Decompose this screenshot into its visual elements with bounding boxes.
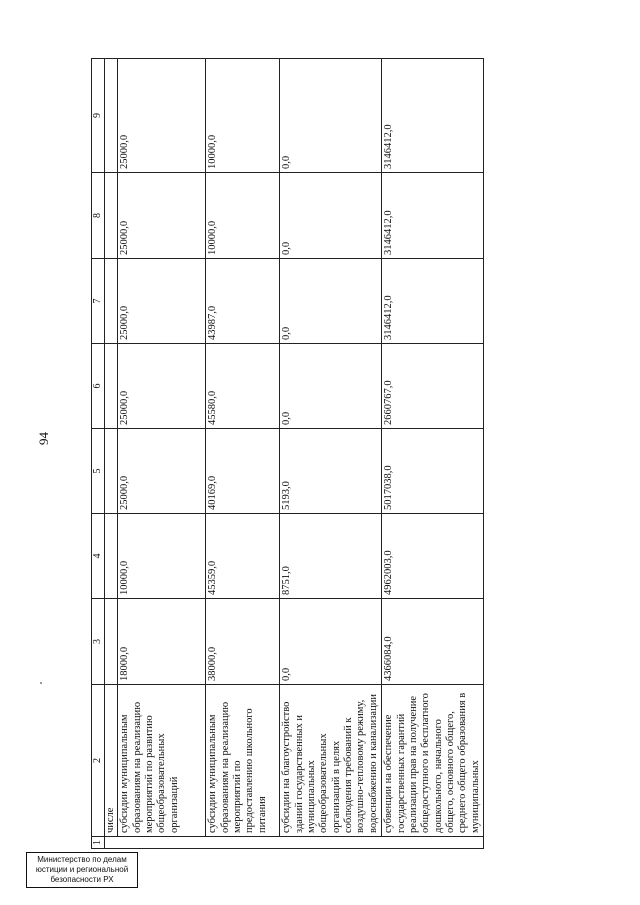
cell-value: 18000,0 bbox=[118, 599, 206, 685]
cell-value: 0,0 bbox=[280, 59, 382, 173]
table-row bbox=[118, 59, 206, 849]
header-col-5: 5 bbox=[92, 429, 105, 514]
cell-value: 0,0 bbox=[280, 173, 382, 259]
continuation-text: числе bbox=[104, 685, 117, 837]
row-label: субсидии на благоустройство зданий государственных и муниципальных общеобразовательных организаций в целях соблюдения требований к воздушно-тепловому режиму, водоснабжению и канализации bbox=[280, 685, 382, 837]
header-row bbox=[92, 59, 105, 849]
cell-value: 43987,0 bbox=[206, 259, 280, 344]
cell-value: 40169,0 bbox=[206, 429, 280, 514]
header-col-6: 6 bbox=[92, 344, 105, 429]
ministry-stamp bbox=[26, 852, 138, 888]
row-label: субвенции на обеспечение государственных гарантий реализации прав на получение общедоступного и бесплатного дошкольного, начального общего, основного общего, среднего общего образования в муниципальных bbox=[382, 685, 484, 837]
scan-mark bbox=[40, 682, 42, 684]
cell-value: 0,0 bbox=[280, 344, 382, 429]
table-row bbox=[280, 59, 382, 849]
cell-value: 4962003,0 bbox=[382, 514, 484, 599]
cell-value: 25000,0 bbox=[118, 429, 206, 514]
cell-value: 3146412,0 bbox=[382, 59, 484, 173]
cell-value: 10000,0 bbox=[206, 59, 280, 173]
cell-value: 0,0 bbox=[280, 259, 382, 344]
cell-value: 10000,0 bbox=[118, 514, 206, 599]
cell-value: 8751,0 bbox=[280, 514, 382, 599]
cell-value: 4366084,0 bbox=[382, 599, 484, 685]
budget-table bbox=[91, 58, 484, 849]
stamp-line-2: юстиции и региональной bbox=[35, 865, 129, 874]
table-row bbox=[382, 59, 484, 849]
header-col-7: 7 bbox=[92, 259, 105, 344]
cell-value: 0,0 bbox=[280, 599, 382, 685]
cell-value: 3146412,0 bbox=[382, 173, 484, 259]
cell-value: 45580,0 bbox=[206, 344, 280, 429]
cell-value: 10000,0 bbox=[206, 173, 280, 259]
header-col-1: 1 bbox=[92, 837, 105, 849]
header-col-4: 4 bbox=[92, 514, 105, 599]
cell-value: 25000,0 bbox=[118, 259, 206, 344]
table-row bbox=[206, 59, 280, 849]
cell-value: 5017038,0 bbox=[382, 429, 484, 514]
cell-value: 25000,0 bbox=[118, 173, 206, 259]
cell-value: 45359,0 bbox=[206, 514, 280, 599]
first-column-cell bbox=[104, 837, 483, 849]
cell-value: 25000,0 bbox=[118, 344, 206, 429]
cell-value: 25000,0 bbox=[118, 59, 206, 173]
header-col-9: 9 bbox=[92, 59, 105, 173]
header-col-2: 2 bbox=[92, 685, 105, 837]
cell-value: 38000,0 bbox=[206, 599, 280, 685]
header-col-8: 8 bbox=[92, 173, 105, 259]
stamp-line-1: Министерство по делам bbox=[37, 855, 127, 864]
header-col-3: 3 bbox=[92, 599, 105, 685]
cell-value: 3146412,0 bbox=[382, 259, 484, 344]
page-number: 94 bbox=[36, 432, 51, 445]
stamp-line-3: безопасности РХ bbox=[50, 875, 114, 884]
cell-value: 5193,0 bbox=[280, 429, 382, 514]
cell-value: 2660767,0 bbox=[382, 344, 484, 429]
row-label: субсидии муниципальным образованиям на реализацию мероприятий по предоставлению школьного питания bbox=[206, 685, 280, 837]
row-label: субсидии муниципальным образованиям на реализацию мероприятий по развитию общеобразовательных организаций bbox=[118, 685, 206, 837]
table-row-continuation bbox=[104, 59, 117, 849]
rotated-table-container bbox=[91, 59, 481, 849]
